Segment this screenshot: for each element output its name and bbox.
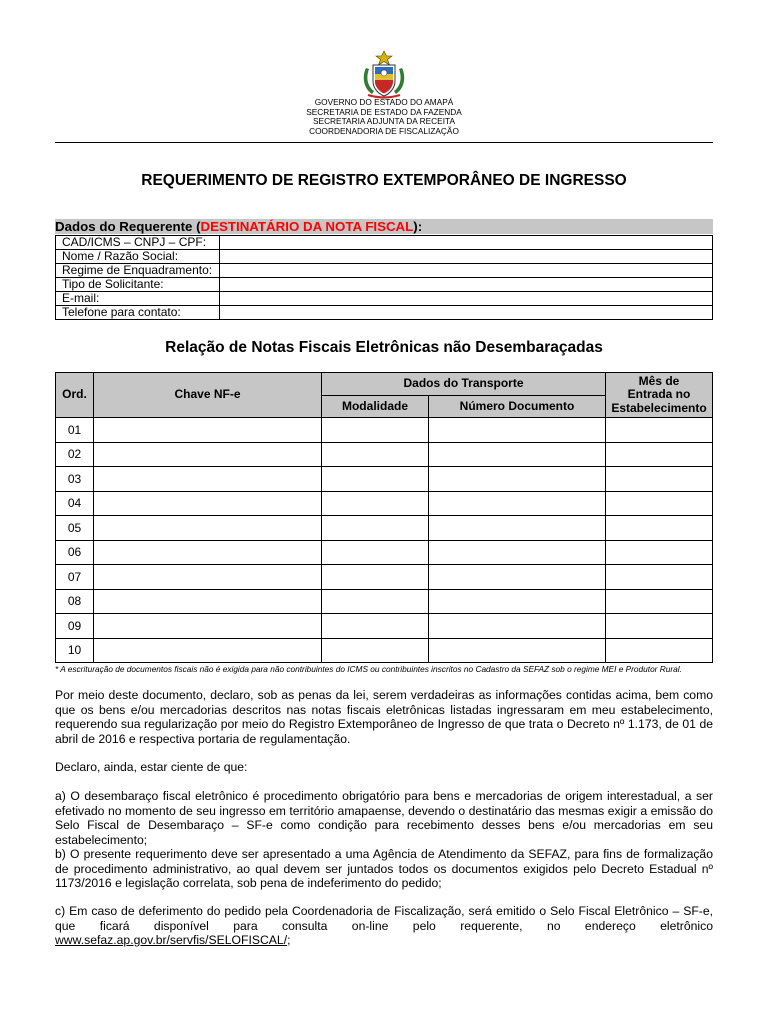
row-ord: 04	[56, 491, 94, 516]
tipo-solicitante-field[interactable]	[220, 278, 713, 292]
row-ord: 10	[56, 638, 94, 663]
declaration-intro: Declaro, ainda, estar ciente de que:	[55, 760, 248, 774]
table-row	[56, 540, 713, 565]
form-row	[56, 236, 713, 250]
table-row	[56, 418, 713, 443]
chave-cell[interactable]	[94, 540, 322, 565]
document-title: REQUERIMENTO DE REGISTRO EXTEMPORÂNEO DE INGRESSO	[141, 172, 627, 189]
row-ord: 02	[56, 442, 94, 467]
table-row	[56, 467, 713, 492]
col-mes-line: Mês de	[638, 373, 680, 388]
row-ord: 06	[56, 540, 94, 565]
numero-cell[interactable]	[429, 614, 606, 639]
chave-cell[interactable]	[94, 589, 322, 614]
header-line: GOVERNO DO ESTADO DO AMAPÁ	[314, 97, 454, 107]
numero-cell[interactable]	[429, 418, 606, 443]
mes-cell[interactable]	[606, 638, 713, 663]
footnote: * A escrituração de documentos fiscais não é exigida para não contribuintes do ICMS ou contribuintes inscritos no Cadastro da SEFAZ sob o regime MEI e Produtor Rural.	[55, 664, 682, 674]
col-transporte-header: Dados do Transporte	[322, 373, 606, 396]
row-ord: 01	[56, 418, 94, 443]
numero-cell[interactable]	[429, 638, 606, 663]
declaration-paragraph: Por meio deste documento, declaro, sob as penas da lei, serem verdadeiras as informações contidas acima, bem como que os bens e/ou mercadorias descritos nas notas fiscais eletrônicas listadas ingressaram em meu estabelecimento, requerendo sua regularização por meio do Registro Extemporâneo de Ingresso de que trata o Decreto nº 1.173, de 01 de abril de 2016 e respectiva portaria de regulamentação.	[55, 688, 713, 746]
mes-cell[interactable]	[606, 540, 713, 565]
form-row	[56, 264, 713, 278]
mes-cell[interactable]	[606, 467, 713, 492]
razao-social-field[interactable]	[220, 250, 713, 264]
institution-header	[0, 98, 768, 136]
chave-cell[interactable]	[94, 638, 322, 663]
form-row	[56, 306, 713, 320]
table-row	[56, 516, 713, 541]
row-ord: 05	[56, 516, 94, 541]
chave-cell[interactable]	[94, 565, 322, 590]
chave-cell[interactable]	[94, 442, 322, 467]
modalidade-cell[interactable]	[322, 638, 429, 663]
field-label: Regime de Enquadramento:	[56, 264, 220, 278]
table-row	[56, 589, 713, 614]
row-ord: 03	[56, 467, 94, 492]
col-mes-line: Entrada no	[627, 387, 691, 402]
notas-header-row	[56, 373, 713, 396]
chave-cell[interactable]	[94, 491, 322, 516]
clause-c-end: ;	[287, 933, 291, 947]
mes-cell[interactable]	[606, 589, 713, 614]
col-mes-header	[606, 373, 713, 418]
mes-cell[interactable]	[606, 442, 713, 467]
form-row	[56, 278, 713, 292]
modalidade-cell[interactable]	[322, 540, 429, 565]
field-label: E-mail:	[56, 292, 220, 306]
numero-cell[interactable]	[429, 491, 606, 516]
modalidade-cell[interactable]	[322, 491, 429, 516]
col-ord-header: Ord.	[56, 373, 94, 418]
row-ord: 07	[56, 565, 94, 590]
clause-c	[55, 904, 713, 948]
cad-icms-field[interactable]	[220, 236, 713, 250]
form-row	[56, 292, 713, 306]
numero-cell[interactable]	[429, 540, 606, 565]
requerente-heading-suffix: ):	[413, 219, 423, 234]
table-row	[56, 614, 713, 639]
table-row	[56, 565, 713, 590]
header-line: SECRETARIA ADJUNTA DA RECEITA	[313, 116, 455, 126]
table-row	[56, 638, 713, 663]
requerente-heading-highlight: DESTINATÁRIO DA NOTA FISCAL	[200, 219, 414, 234]
row-ord: 08	[56, 589, 94, 614]
col-mes-line: Estabelecimento	[611, 400, 707, 415]
modalidade-cell[interactable]	[322, 467, 429, 492]
modalidade-cell[interactable]	[322, 589, 429, 614]
chave-cell[interactable]	[94, 614, 322, 639]
requerente-heading	[55, 219, 713, 234]
mes-cell[interactable]	[606, 516, 713, 541]
email-field[interactable]	[220, 292, 713, 306]
regime-field[interactable]	[220, 264, 713, 278]
form-row	[56, 250, 713, 264]
table-row	[56, 442, 713, 467]
header-line: SECRETARIA DE ESTADO DA FAZENDA	[306, 106, 462, 117]
numero-cell[interactable]	[429, 589, 606, 614]
col-chave-header: Chave NF-e	[94, 373, 322, 418]
chave-cell[interactable]	[94, 467, 322, 492]
modalidade-cell[interactable]	[322, 442, 429, 467]
field-label: Nome / Razão Social:	[56, 250, 220, 264]
telefone-field[interactable]	[220, 306, 713, 320]
numero-cell[interactable]	[429, 565, 606, 590]
notas-table	[55, 372, 713, 663]
chave-cell[interactable]	[94, 418, 322, 443]
field-label: Tipo de Solicitante:	[56, 278, 220, 292]
numero-cell[interactable]	[429, 467, 606, 492]
mes-cell[interactable]	[606, 565, 713, 590]
table-row	[56, 491, 713, 516]
state-coat-of-arms-icon	[360, 50, 408, 100]
modalidade-cell[interactable]	[322, 418, 429, 443]
row-ord: 09	[56, 614, 94, 639]
modalidade-cell[interactable]	[322, 565, 429, 590]
numero-cell[interactable]	[429, 516, 606, 541]
mes-cell[interactable]	[606, 614, 713, 639]
header-line: COORDENADORIA DE FISCALIZAÇÃO	[309, 125, 459, 136]
mes-cell[interactable]	[606, 491, 713, 516]
clause-b: b) O presente requerimento deve ser apresentado a uma Agência de Atendimento da SEFAZ, para fins de formalização de procedimento administrativo, ao qual devem ser juntados todos os documentos exigidos pelo Decreto Estadual nº 1173/2016 e legislação correlata, sob pena de indeferimento do pedido;	[55, 847, 713, 890]
selo-fiscal-link[interactable]: www.sefaz.ap.gov.br/servfis/SELOFISCAL/	[55, 933, 288, 947]
requerente-form	[55, 235, 713, 320]
field-label: CAD/ICMS – CNPJ – CPF:	[56, 236, 220, 250]
requerente-heading-prefix: Dados do Requerente (	[55, 219, 201, 234]
modalidade-cell[interactable]	[322, 516, 429, 541]
col-numero-header: Número Documento	[429, 396, 606, 418]
mes-cell[interactable]	[606, 418, 713, 443]
notas-title: Relação de Notas Fiscais Eletrônicas não Desembaraçadas	[165, 339, 603, 356]
field-label: Telefone para contato:	[56, 306, 220, 320]
col-modalidade-header: Modalidade	[322, 396, 429, 418]
modalidade-cell[interactable]	[322, 614, 429, 639]
numero-cell[interactable]	[429, 442, 606, 467]
clause-a: a) O desembaraço fiscal eletrônico é procedimento obrigatório para bens e mercadorias de origem interestadual, a ser efetivado no momento de seu ingresso em território amapaense, devendo o destinatário das mesmas exigir a emissão do Selo Fiscal de Desembaraço – SF-e como condição para recebimento desses bens e/ou mercadorias em seu estabelecimento;	[55, 789, 713, 847]
clause-c-text: c) Em caso de deferimento do pedido pela Coordenadoria de Fiscalização, será emitido o Selo Fiscal Eletrônico – SF-e, que ficará disponível para consulta on-line pelo requerente, no endereço eletrônico	[55, 904, 713, 933]
chave-cell[interactable]	[94, 516, 322, 541]
header-divider	[55, 142, 713, 143]
